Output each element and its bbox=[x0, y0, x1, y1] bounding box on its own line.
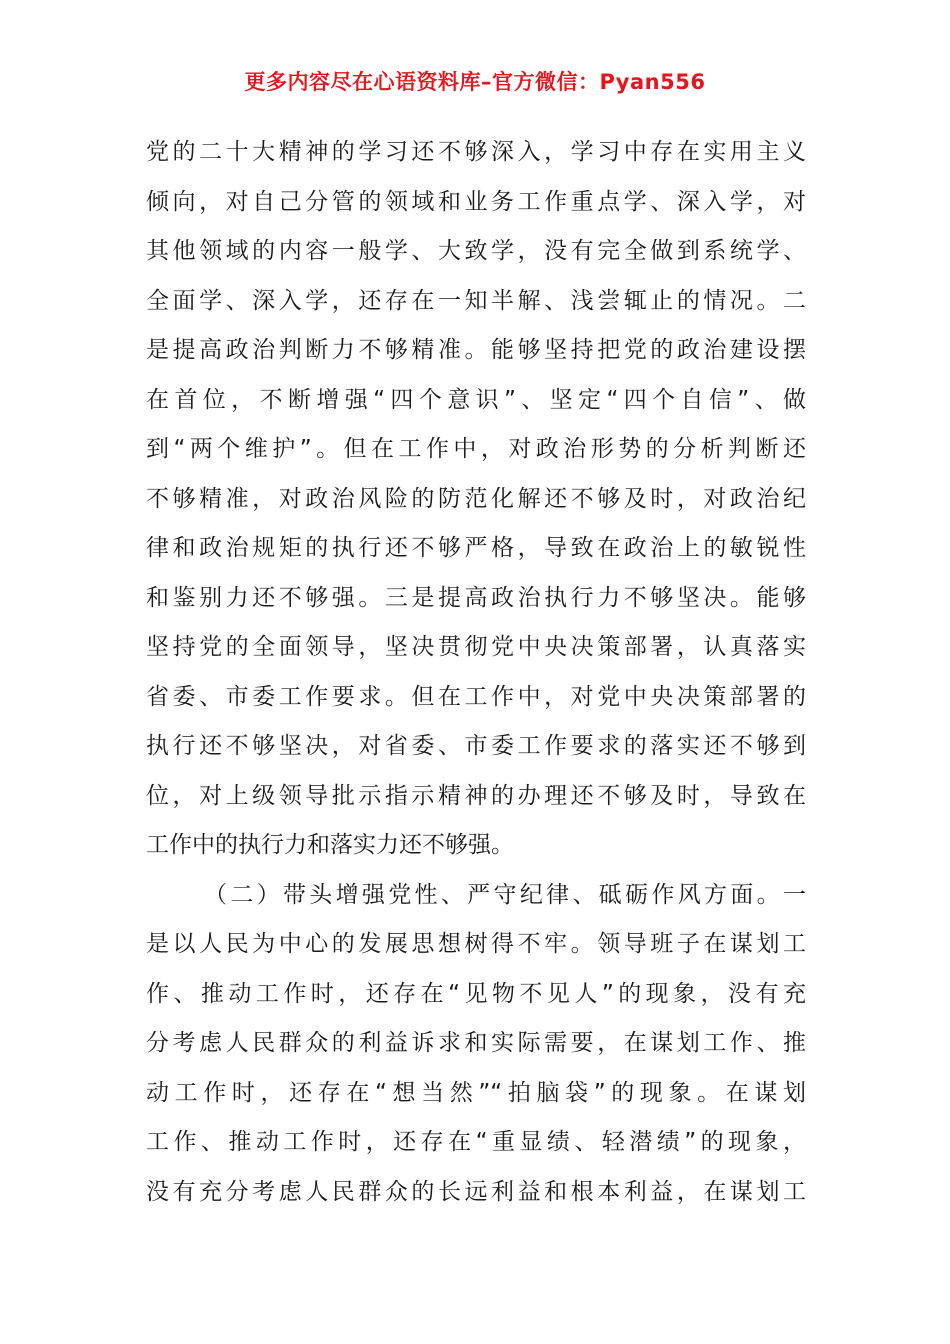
text-line: 在首位，不断增强“四个意识”、坚定“四个自信”、做 bbox=[146, 386, 806, 413]
text-line: 律和政治规矩的执行还不够严格，导致在政治上的敏锐性 bbox=[146, 535, 806, 561]
text-line: 到“两个维护”。但在工作中，对政治形势的分析判断还 bbox=[146, 436, 806, 462]
text-line: 位，对上级领导批示指示精神的办理还不够及时，导致在 bbox=[146, 782, 806, 809]
text-line: 坚持党的全面领导，坚决贯彻党中央决策部署，认真落实 bbox=[146, 634, 806, 660]
text-line: 执行还不够坚决，对省委、市委工作要求的落实还不够到 bbox=[146, 733, 806, 759]
document-body bbox=[146, 128, 806, 1217]
text-line: 是以人民为中心的发展思想树得不牢。领导班子在谋划工 bbox=[146, 931, 806, 957]
text-line: 不够精准，对政治风险的防范化解还不够及时，对政治纪 bbox=[146, 485, 806, 512]
text-line: 没有充分考虑人民群众的长远利益和根本利益，在谋划工 bbox=[146, 1178, 806, 1205]
section-heading-line: （二）带头增强党性、严守纪律、砥砺作风方面。一 bbox=[204, 881, 806, 908]
text-line: 动工作时，还存在“想当然”“拍脑袋”的现象。在谋划 bbox=[146, 1079, 806, 1106]
text-line: 工作、推动工作时，还存在“重显绩、轻潜绩”的现象， bbox=[146, 1129, 806, 1155]
text-line: 作、推动工作时，还存在“见物不见人”的现象，没有充 bbox=[146, 980, 806, 1007]
text-line: 和鉴别力还不够强。三是提高政治执行力不够坚决。能够 bbox=[146, 584, 806, 611]
text-line: 其他领域的内容一般学、大致学，没有完全做到系统学、 bbox=[146, 238, 806, 264]
text-line: 党的二十大精神的学习还不够深入，学习中存在实用主义 bbox=[146, 139, 806, 165]
text-line: 省委、市委工作要求。但在工作中，对党中央决策部署的 bbox=[146, 683, 806, 710]
text-line: 全面学、深入学，还存在一知半解、浅尝辄止的情况。二 bbox=[146, 287, 806, 314]
text-line: 倾向，对自己分管的领域和业务工作重点学、深入学，对 bbox=[146, 188, 806, 215]
text-line: 分考虑人民群众的利益诉求和实际需要，在谋划工作、推 bbox=[146, 1030, 806, 1056]
paragraph-end-line: 工作中的执行力和落实力还不够强。 bbox=[146, 832, 514, 858]
watermark-header: 更多内容尽在心语资料库–官方微信：Pyan556 bbox=[244, 70, 706, 94]
text-line: 是提高政治判断力不够精准。能够坚持把党的政治建设摆 bbox=[146, 337, 806, 363]
